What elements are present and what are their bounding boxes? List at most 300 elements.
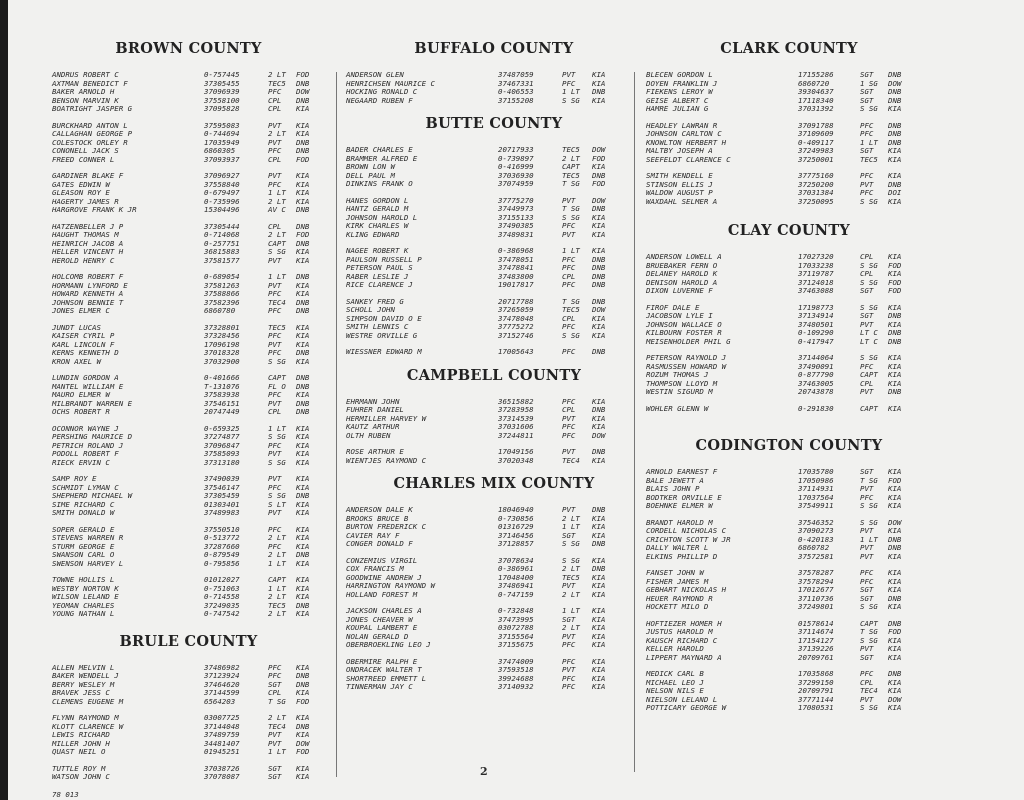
status-code: KIA — [888, 378, 902, 388]
serial-number: 37090273 — [798, 526, 834, 535]
serial-number: 0-416999 — [498, 162, 534, 171]
status-code: KIA — [296, 592, 310, 601]
soldier-name: HEROLD HENRY C — [52, 255, 115, 265]
soldier-name: JOHNSON CARLTON C — [646, 129, 722, 138]
rank: 2 LT — [268, 550, 286, 559]
serial-number: 0-747542 — [204, 609, 240, 618]
serial-number: 37314539 — [498, 413, 534, 423]
serial-number: 37489831 — [498, 229, 534, 239]
roster-group — [644, 468, 934, 511]
serial-number: 37096927 — [204, 171, 240, 180]
status-code: KIA — [296, 339, 310, 349]
soldier-name: KNOWLTON HERBERT H — [646, 137, 727, 147]
status-code: KIA — [296, 713, 310, 722]
soldier-name: HERMILLER HARVEY W — [346, 413, 427, 423]
status-code: KIA — [592, 221, 606, 230]
status-code: KIA — [888, 104, 902, 113]
status-code: KIA — [296, 558, 310, 568]
rank: PFC — [562, 673, 576, 683]
status-code: DNB — [888, 87, 902, 96]
rank: T SG — [860, 627, 878, 636]
rank: TEC5 — [562, 305, 580, 314]
soldier-name: HOCKETT MILO D — [646, 602, 709, 611]
soldier-name: BAKER ARNOLD H — [52, 87, 115, 96]
status-code: KIA — [296, 524, 310, 534]
serial-number: 37140932 — [498, 682, 534, 691]
rank: S SG — [860, 302, 878, 312]
status-code: DNB — [888, 311, 902, 320]
soldier-name: RABER LESLIE J — [346, 271, 409, 281]
rank: 2 LT — [268, 609, 286, 618]
serial-number: 37489759 — [204, 730, 240, 739]
soldier-name: FLYNN RAYMOND M — [52, 713, 119, 722]
roster-row — [644, 704, 934, 713]
column-1 — [46, 38, 331, 799]
rank: 2 LT — [268, 70, 286, 79]
roster-row — [46, 307, 331, 316]
soldier-name: HANTZ GERALD M — [346, 204, 409, 213]
soldier-name: FIEKENS LEROY W — [646, 87, 713, 96]
rank: S SG — [268, 491, 286, 500]
roster-row — [344, 683, 644, 692]
county-heading: CAMPBELL COUNTY — [406, 366, 582, 384]
rank: PVT — [562, 665, 576, 674]
serial-number: 39924688 — [498, 673, 534, 683]
soldier-name: ELKINS PHILLIP D — [646, 551, 718, 561]
serial-number: 37595083 — [204, 120, 240, 130]
roster-row — [46, 156, 331, 165]
serial-number: 15304496 — [204, 205, 240, 214]
serial-number: 37467331 — [498, 78, 534, 88]
soldier-name: BRUEBAKER FERN O — [646, 260, 718, 270]
status-code: KIA — [296, 609, 310, 618]
roster-row — [46, 773, 331, 782]
soldier-name: HOLCOMB ROBERT F — [52, 272, 124, 281]
soldier-name: SHEPHERD MICHAEL W — [52, 491, 133, 500]
roster-row — [344, 281, 644, 290]
soldier-name: GLEASON ROY E — [52, 188, 110, 197]
status-code: KIA — [888, 252, 902, 261]
serial-number: 34481407 — [204, 738, 240, 748]
county-section — [644, 435, 934, 713]
soldier-name: THOMPSON LLOYD M — [646, 378, 718, 388]
serial-number: 20743878 — [798, 387, 834, 396]
rank: 1 LT — [562, 522, 580, 531]
rank: S SG — [860, 602, 878, 611]
rank: S SG — [860, 703, 878, 712]
soldier-name: GEISE ALBERT C — [646, 95, 709, 105]
rank: PVT — [562, 631, 576, 641]
rank: SGT — [860, 311, 874, 320]
rank: PFC — [268, 541, 282, 551]
rank: CAPT — [268, 575, 286, 584]
soldier-name: FISHER JAMES M — [646, 576, 709, 586]
serial-number: 37139226 — [798, 644, 834, 653]
serial-number: 0-679497 — [204, 188, 240, 197]
status-code: DNB — [296, 671, 310, 680]
status-code: KIA — [296, 423, 310, 433]
serial-number: 37091788 — [798, 120, 834, 130]
county-section — [344, 365, 644, 466]
soldier-name: HEINRICH JACOB A — [52, 238, 124, 248]
roster-row — [344, 432, 644, 441]
status-code: DNB — [296, 348, 310, 357]
status-code: KIA — [296, 289, 310, 298]
rank: PFC — [268, 482, 282, 492]
rank: PFC — [268, 390, 282, 399]
soldier-name: SCHMIDT LYMAN C — [52, 482, 119, 492]
serial-number: 17035780 — [798, 467, 834, 476]
status-code: KIA — [592, 513, 606, 523]
rank: TEC5 — [562, 170, 580, 180]
status-code: KIA — [888, 196, 902, 206]
rank: TEC4 — [860, 686, 878, 695]
serial-number: 37119787 — [798, 269, 834, 278]
serial-number: 6860782 — [798, 543, 830, 552]
soldier-name: SCHOLL JOHN — [346, 305, 395, 314]
soldier-name: JONES ELMER C — [52, 306, 110, 315]
roster-row — [344, 332, 644, 341]
rank: PFC — [860, 171, 874, 180]
roster-group — [344, 557, 644, 600]
status-code: DNB — [296, 306, 310, 315]
soldier-name: DELL PAUL M — [346, 170, 395, 180]
rank: S SG — [860, 353, 878, 362]
status-code: DOW — [592, 195, 606, 205]
serial-number: 20717788 — [498, 296, 534, 306]
rank: CAPT — [860, 618, 878, 628]
serial-number: 37074959 — [498, 179, 534, 188]
roster-row — [344, 457, 644, 466]
soldier-name: ANDERSON DALE K — [346, 505, 413, 514]
soldier-name: COLESTOCK ORLEY R — [52, 137, 128, 147]
rank: PFC — [562, 396, 576, 406]
status-code: DNB — [592, 505, 606, 514]
column-2 — [344, 38, 644, 700]
status-code: FOD — [592, 179, 606, 188]
roster-row — [46, 560, 331, 569]
rank: 2 LT — [268, 129, 286, 138]
soldier-name: WESTIN SIGURD M — [646, 387, 713, 396]
rank: CPL — [860, 677, 874, 687]
rank: S SG — [562, 555, 580, 565]
serial-number: 0-689054 — [204, 272, 240, 281]
serial-number: 37578287 — [798, 568, 834, 577]
status-code: KIA — [296, 179, 310, 189]
status-code: FOD — [888, 260, 902, 270]
status-code: DNB — [888, 129, 902, 138]
status-code: KIA — [888, 484, 902, 493]
serial-number: 37593518 — [498, 665, 534, 674]
rank: T SG — [268, 696, 286, 706]
serial-number: 37449973 — [498, 204, 534, 213]
rank: 2 LT — [268, 592, 286, 601]
serial-number: 37038726 — [204, 763, 240, 773]
status-code: DNB — [296, 297, 310, 307]
serial-number: 37588866 — [204, 289, 240, 298]
rank: PFC — [562, 430, 576, 440]
soldier-name: GATES EDWIN W — [52, 179, 110, 189]
serial-number: 0-406553 — [498, 87, 534, 96]
soldier-name: HATZENBELLER J P — [52, 221, 124, 231]
serial-number: 37250200 — [798, 179, 834, 189]
roster-group — [644, 71, 934, 114]
soldier-name: YOUNG NATHAN L — [52, 609, 115, 618]
rank: PVT — [268, 120, 282, 130]
rank: S SG — [860, 635, 878, 645]
rank: PFC — [268, 662, 282, 672]
serial-number: 0-401666 — [204, 373, 240, 382]
soldier-name: JONES CHEAVER W — [346, 614, 413, 624]
serial-number: 37018328 — [204, 348, 240, 357]
serial-number: 6860305 — [204, 146, 236, 155]
roster-group — [644, 122, 934, 165]
status-code: DNB — [296, 721, 310, 731]
roster-group — [644, 670, 934, 713]
soldier-name: SWANSON CARL O — [52, 550, 115, 559]
rank: PFC — [562, 221, 576, 230]
status-code: KIA — [888, 370, 902, 379]
soldier-name: JOHNSON HAROLD L — [346, 212, 418, 222]
soldier-name: ROZUM THOMAS J — [646, 370, 709, 379]
county-heading: CODINGTON COUNTY — [695, 437, 883, 454]
serial-number: 0-386961 — [498, 564, 534, 573]
status-code: KIA — [296, 575, 310, 584]
rank: S SG — [860, 277, 878, 287]
serial-number: 37546147 — [204, 482, 240, 492]
rank: SGT — [562, 530, 576, 540]
serial-number: 17048400 — [498, 572, 534, 582]
serial-number: 37585093 — [204, 449, 240, 458]
status-code: KIA — [592, 322, 606, 331]
soldier-name: BURTON FREDERICK C — [346, 522, 427, 531]
county-heading: BROWN COUNTY — [115, 40, 262, 57]
status-code: DNB — [888, 179, 902, 189]
status-code: KIA — [296, 541, 310, 551]
rank: PFC — [268, 87, 282, 96]
rank: 1 LT — [268, 272, 286, 281]
serial-number: 0-714068 — [204, 230, 240, 239]
serial-number: 37583938 — [204, 390, 240, 399]
status-code: KIA — [592, 212, 606, 222]
roster-group — [46, 374, 331, 417]
soldier-name: CONGER DONALD F — [346, 539, 413, 548]
rank: S SG — [562, 539, 580, 548]
roster-group — [46, 324, 331, 367]
status-code: KIA — [888, 686, 902, 695]
serial-number: 37328801 — [204, 322, 240, 332]
serial-number: 37036930 — [498, 170, 534, 180]
rank: PVT — [268, 280, 282, 290]
rank: PVT — [562, 581, 576, 590]
status-code: DNB — [592, 405, 606, 414]
status-code: KIA — [888, 467, 902, 476]
roster-group — [644, 172, 934, 206]
soldier-name: CRICHTON SCOTT W JR — [646, 534, 731, 544]
serial-number: 37287660 — [204, 541, 240, 551]
roster-row — [46, 408, 331, 417]
status-code: KIA — [592, 313, 606, 323]
roster-row — [344, 231, 644, 240]
status-code: DNB — [592, 170, 606, 180]
serial-number: 17080531 — [798, 703, 834, 712]
soldier-name: DIXON LUVERNE F — [646, 286, 713, 295]
soldier-name: ARNOLD EARNEST F — [646, 467, 718, 476]
soldier-name: SAMP ROY E — [52, 474, 97, 483]
serial-number: 37283958 — [498, 405, 534, 414]
serial-number: 0-757445 — [204, 70, 240, 79]
serial-number: 37582396 — [204, 297, 240, 307]
serial-number: 37558840 — [204, 179, 240, 189]
soldier-name: JOHNSON WALLACE O — [646, 319, 722, 329]
status-code: KIA — [592, 95, 606, 105]
status-code: KIA — [296, 662, 310, 672]
soldier-name: BROOKS BRUCE B — [346, 513, 409, 523]
soldier-name: PETERSON RAYNOLD J — [646, 353, 727, 362]
rank: PVT — [562, 505, 576, 514]
status-code: DNB — [296, 407, 310, 416]
document-code: 78 013 — [52, 789, 79, 799]
rank: S SG — [268, 356, 286, 366]
status-code: DOW — [592, 145, 606, 154]
status-code: DNB — [888, 120, 902, 130]
status-code: KIA — [296, 688, 310, 697]
status-code: KIA — [888, 146, 902, 155]
rank: CPL — [268, 95, 282, 105]
roster-row — [46, 610, 331, 619]
status-code: KIA — [592, 572, 606, 582]
status-code: KIA — [296, 432, 310, 441]
serial-number: 0-714558 — [204, 592, 240, 601]
rank: T SG — [562, 296, 580, 306]
status-code: DOW — [296, 738, 310, 748]
rank: PFC — [268, 146, 282, 155]
soldier-name: MEDICK CARL B — [646, 669, 704, 678]
soldier-name: BRANDT HAROLD M — [646, 517, 713, 527]
serial-number: 0-659325 — [204, 423, 240, 433]
rank: PVT — [860, 484, 874, 493]
status-code: KIA — [592, 396, 606, 406]
soldier-name: FUHRER DANIEL — [346, 405, 404, 414]
roster-group — [46, 122, 331, 165]
status-code: DNB — [296, 373, 310, 382]
serial-number: 37249035 — [204, 600, 240, 610]
soldier-name: COX FRANCIS M — [346, 564, 404, 573]
status-code: KIA — [296, 533, 310, 542]
soldier-name: FIROF DALE E — [646, 302, 700, 312]
status-code: KIA — [592, 530, 606, 540]
serial-number: 37546352 — [798, 517, 834, 527]
rank: SGT — [860, 286, 874, 295]
soldier-name: BLECEN GORDON L — [646, 70, 713, 79]
status-code: DNB — [592, 447, 606, 456]
status-code: KIA — [888, 652, 902, 662]
rank: PVT — [860, 694, 874, 704]
soldier-name: KARL LINCOLN F — [52, 339, 115, 349]
roster-group — [46, 664, 331, 707]
serial-number: 01578614 — [798, 618, 834, 628]
soldier-name: KAUTZ ARTHUR — [346, 422, 400, 431]
rank: 1 LT — [860, 137, 878, 147]
soldier-name: KAUSCH RICHARD C — [646, 635, 718, 645]
serial-number: 37490385 — [498, 221, 534, 230]
soldier-name: SIMPSON DAVID O E — [346, 313, 422, 323]
county-heading: BUFFALO COUNTY — [414, 40, 574, 57]
status-code: KIA — [296, 120, 310, 130]
rank: S SG — [268, 457, 286, 467]
soldier-name: SEEFELDT CLARENCE C — [646, 154, 731, 164]
status-code: DOW — [592, 430, 606, 440]
soldier-name: WILSON LELAND E — [52, 592, 119, 601]
serial-number: 37775160 — [798, 171, 834, 180]
rank: CAPT — [860, 370, 878, 379]
status-code: KIA — [888, 644, 902, 653]
serial-number: 0-795856 — [204, 558, 240, 568]
rank: PVT — [860, 526, 874, 535]
rank: PVT — [562, 70, 576, 79]
rank: CPL — [860, 269, 874, 278]
rank: TEC5 — [268, 322, 286, 332]
status-code: KIA — [296, 322, 310, 332]
roster-row — [644, 198, 934, 207]
soldier-name: CONONELL JACK S — [52, 146, 119, 155]
rank: TEC4 — [268, 721, 286, 731]
soldier-name: JOHNSON BENNIE T — [52, 297, 124, 307]
rank: 1 LT — [268, 747, 286, 756]
soldier-name: KILBOURN FOSTER R — [646, 328, 722, 337]
serial-number: 37152746 — [498, 330, 534, 340]
soldier-name: SWENSON HARVEY L — [52, 558, 124, 568]
serial-number: 37480501 — [798, 319, 834, 329]
serial-number: 37249801 — [798, 602, 834, 611]
status-code: KIA — [888, 677, 902, 687]
serial-number: 37483800 — [498, 271, 534, 281]
soldier-name: BLAIS JOHN P — [646, 484, 700, 493]
soldier-name: GEBHART NICKOLAS H — [646, 585, 727, 594]
rank: PFC — [860, 129, 874, 138]
serial-number: 37265059 — [498, 305, 534, 314]
county-section — [344, 38, 644, 105]
rank: 1 SG — [860, 78, 878, 88]
serial-number: 17012677 — [798, 585, 834, 594]
column-divider-1 — [336, 72, 337, 777]
serial-number: 37478048 — [498, 313, 534, 323]
serial-number: 0-291830 — [798, 403, 834, 413]
roster-row — [46, 509, 331, 518]
column-3 — [644, 38, 934, 721]
soldier-name: AXTMAN BENEDICT F — [52, 78, 128, 88]
soldier-name: KIRK CHARLES W — [346, 221, 409, 230]
serial-number: 37305459 — [204, 491, 240, 500]
county-heading: BRULE COUNTY — [119, 632, 258, 650]
serial-number: 20717933 — [498, 145, 534, 154]
serial-number: 0-409117 — [798, 137, 834, 147]
soldier-name: HEADLEY LAWRAN R — [646, 120, 718, 130]
rank: CPL — [860, 252, 874, 261]
serial-number: 01945251 — [204, 747, 240, 756]
serial-number: 37771144 — [798, 694, 834, 704]
soldier-name: HORMANN LYNFORD E — [52, 280, 128, 290]
soldier-name: WIESSNER EDWARD M — [346, 347, 422, 356]
status-code: DNB — [296, 491, 310, 500]
soldier-name: BERRY WESLEY M — [52, 679, 115, 689]
rank: 1 LT — [860, 534, 878, 544]
soldier-name: STEVENS WARREN R — [52, 533, 124, 542]
rank: S SG — [860, 260, 878, 270]
roster-row — [644, 502, 934, 511]
status-code: DNB — [592, 539, 606, 548]
county-heading: CLARK COUNTY — [720, 40, 858, 57]
